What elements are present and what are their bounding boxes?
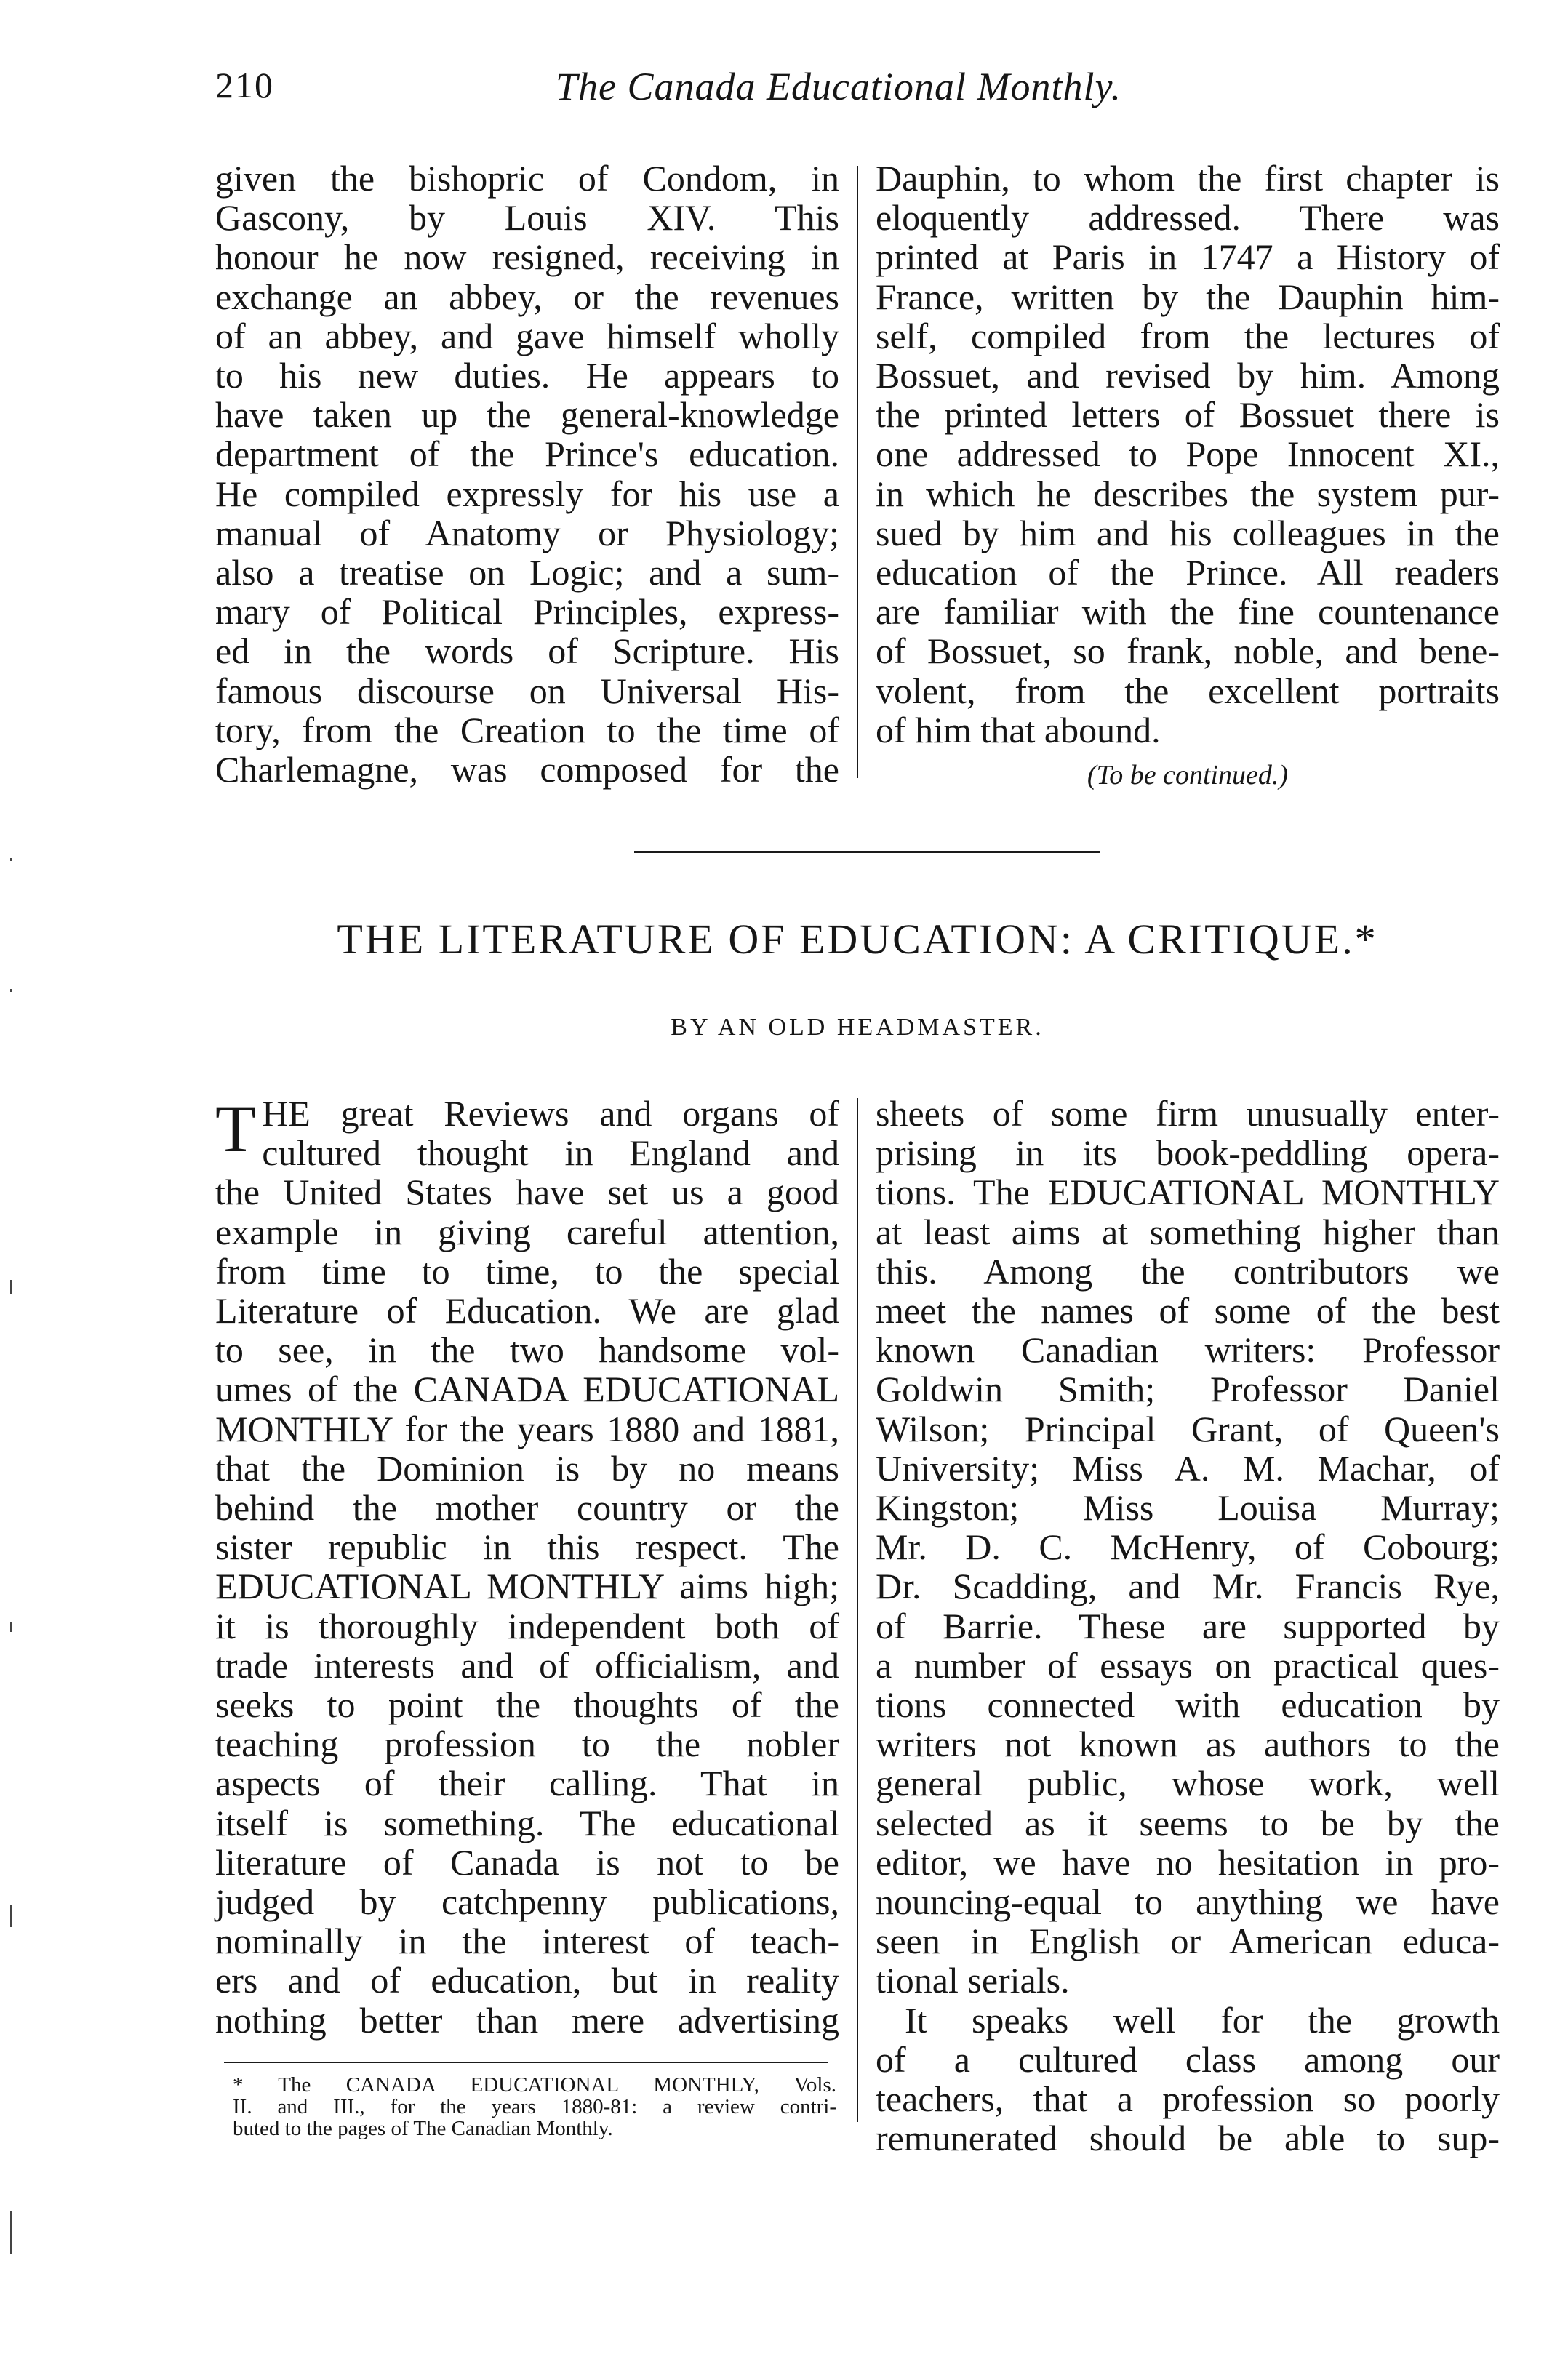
text-line: one addressed to Pope Innocent XI., (876, 433, 1500, 475)
text-line: to his new duties. He appears to (215, 355, 839, 396)
text-line: from time to time, to the special (215, 1250, 839, 1292)
footnote-line: * The CANADA EDUCATIONAL MONTHLY, Vols. (233, 2073, 836, 2097)
margin-mark (10, 1622, 12, 1632)
text-line: editor, we have no hesitation in pro- (876, 1841, 1500, 1883)
text-line: seeks to point the thoughts of the (215, 1684, 839, 1726)
text-line: of Bossuet, so frank, noble, and bene- (876, 630, 1500, 672)
text-line: University; Miss A. M. Machar, of (876, 1447, 1500, 1489)
text-line: sued by him and his colleagues in the (876, 512, 1500, 553)
section-separator-rule (634, 851, 1100, 853)
text-line: MONTHLY for the years 1880 and 1881, (215, 1408, 839, 1449)
text-line: ers and of education, but in reality (215, 1960, 839, 2001)
footnote-line: II. and III., for the years 1880-81: a review contri- (233, 2095, 836, 2118)
drop-cap: T (215, 1092, 257, 1166)
margin-mark (10, 989, 12, 992)
text-line: exchange an abbey, or the revenues (215, 276, 839, 317)
text-line: Kingston; Miss Louisa Murray; (876, 1487, 1500, 1529)
text-line: tions. The EDUCATIONAL MONTHLY (876, 1172, 1500, 1213)
text-line: nominally in the interest of teach- (215, 1921, 839, 1962)
continued-note: (To be continued.) (1087, 760, 1289, 790)
text-line: the printed letters of Bossuet there is (876, 394, 1500, 436)
byline: BY AN OLD HEADMASTER. (671, 1014, 1044, 1041)
margin-mark (10, 858, 12, 861)
text-line: judged by catchpenny publications, (215, 1881, 839, 1923)
text-line: writers not known as authors to the (876, 1724, 1500, 1765)
text-line: volent, from the excellent portraits (876, 670, 1500, 711)
text-line: Gascony, by Louis XIV. This (215, 197, 839, 239)
text-line: famous discourse on Universal His- (215, 670, 839, 711)
text-line: Mr. D. C. McHenry, of Cobourg; (876, 1526, 1500, 1568)
text-line: HE great Reviews and organs of (262, 1093, 839, 1134)
text-line: Charlemagne, was composed for the (215, 749, 839, 790)
text-line: Wilson; Principal Grant, of Queen's (876, 1408, 1500, 1449)
text-line: Literature of Education. We are glad (215, 1290, 839, 1332)
text-line: nouncing-equal to anything we have (876, 1881, 1500, 1923)
text-line: self, compiled from the lectures of (876, 315, 1500, 356)
text-line: EDUCATIONAL MONTHLY aims high; (215, 1566, 839, 1607)
text-line: to see, in the two handsome vol- (215, 1329, 839, 1371)
text-line: have taken up the general-knowledge (215, 394, 839, 436)
margin-mark (10, 1280, 12, 1294)
text-line: Dauphin, to whom the first chapter is (876, 158, 1500, 199)
text-line: department of the Prince's education. (215, 433, 839, 475)
footnote-rule (224, 2062, 828, 2063)
text-line: the United States have set us a good (215, 1172, 839, 1213)
text-line: of an abbey, and gave himself wholly (215, 315, 839, 356)
text-line: Dr. Scadding, and Mr. Francis Rye, (876, 1566, 1500, 1607)
text-line: manual of Anatomy or Physiology; (215, 512, 839, 553)
text-line: teaching profession to the nobler (215, 1724, 839, 1765)
text-line: at least aims at something higher than (876, 1211, 1500, 1252)
text-line: given the bishopric of Condom, in (215, 158, 839, 199)
text-line: cultured thought in England and (262, 1132, 839, 1174)
article-right-column (876, 1094, 1500, 2158)
text-line: this. Among the contributors we (876, 1250, 1500, 1292)
text-line: of a cultured class among our (876, 2038, 1500, 2080)
text-line: general public, whose work, well (876, 1763, 1500, 1804)
article-title: THE LITERATURE OF EDUCATION: A CRITIQUE.* (337, 916, 1378, 963)
text-line: aspects of their calling. That in (215, 1763, 839, 1804)
text-line: selected as it seems to be by the (876, 1802, 1500, 1843)
text-line: mary of Political Principles, express- (215, 591, 839, 633)
running-header (215, 64, 1201, 129)
column-divider-top (857, 166, 858, 778)
column-divider-article (857, 1098, 858, 2122)
text-line: France, written by the Dauphin him- (876, 276, 1500, 317)
text-line: prising in its book-peddling opera- (876, 1132, 1500, 1174)
text-line: umes of the CANADA EDUCATIONAL (215, 1369, 839, 1410)
text-line: tions connected with education by (876, 1684, 1500, 1726)
text-line: eloquently addressed. There was (876, 197, 1500, 239)
text-line: itself is something. The educational (215, 1802, 839, 1843)
text-line: Goldwin Smith; Professor Daniel (876, 1369, 1500, 1410)
text-line: that the Dominion is by no means (215, 1447, 839, 1489)
top-right-column (876, 159, 1500, 750)
text-line: remunerated should be able to sup- (876, 2118, 1500, 2159)
text-line: trade interests and of officialism, and (215, 1644, 839, 1686)
text-line: seen in English or American educa- (876, 1921, 1500, 1962)
text-line: nothing better than mere advertising (215, 1999, 839, 2041)
article-left-column (215, 1094, 839, 2040)
text-line: it is thoroughly independent both of (215, 1605, 839, 1646)
text-line: tional serials. (876, 1960, 1070, 2001)
text-line: known Canadian writers: Professor (876, 1329, 1500, 1371)
footnote-line: buted to the pages of The Canadian Monthly. (233, 2117, 613, 2140)
text-line: printed at Paris in 1747 a History of (876, 236, 1500, 278)
page-number: 210 (215, 65, 274, 105)
text-line: sheets of some firm unusually enter- (876, 1093, 1500, 1134)
text-line: also a treatise on Logic; and a sum- (215, 552, 839, 593)
text-line: ed in the words of Scripture. His (215, 630, 839, 672)
text-line: of him that abound. (876, 709, 1161, 750)
text-line: a number of essays on practical ques- (876, 1644, 1500, 1686)
text-line: tory, from the Creation to the time of (215, 709, 839, 750)
text-line: sister republic in this respect. The (215, 1526, 839, 1568)
text-line: He compiled expressly for his use a (215, 473, 839, 514)
text-line: in which he describes the system pur- (876, 473, 1500, 514)
text-line: education of the Prince. All readers (876, 552, 1500, 593)
text-line: example in giving careful attention, (215, 1211, 839, 1252)
text-line: honour he now resigned, receiving in (215, 236, 839, 278)
text-line: of Barrie. These are supported by (876, 1605, 1500, 1646)
margin-mark (10, 1905, 12, 1927)
text-line: Bossuet, and revised by him. Among (876, 355, 1500, 396)
text-line: teachers, that a profession so poorly (876, 2078, 1500, 2120)
top-left-column (215, 159, 839, 789)
text-line: It speaks well for the growth (905, 1999, 1500, 2041)
running-title: The Canada Educational Monthly. (556, 65, 1121, 108)
text-line: are familiar with the fine countenance (876, 591, 1500, 633)
text-line: literature of Canada is not to be (215, 1841, 839, 1883)
footnote (233, 2074, 836, 2139)
margin-mark (10, 2211, 12, 2254)
text-line: behind the mother country or the (215, 1487, 839, 1529)
text-line: meet the names of some of the best (876, 1290, 1500, 1332)
